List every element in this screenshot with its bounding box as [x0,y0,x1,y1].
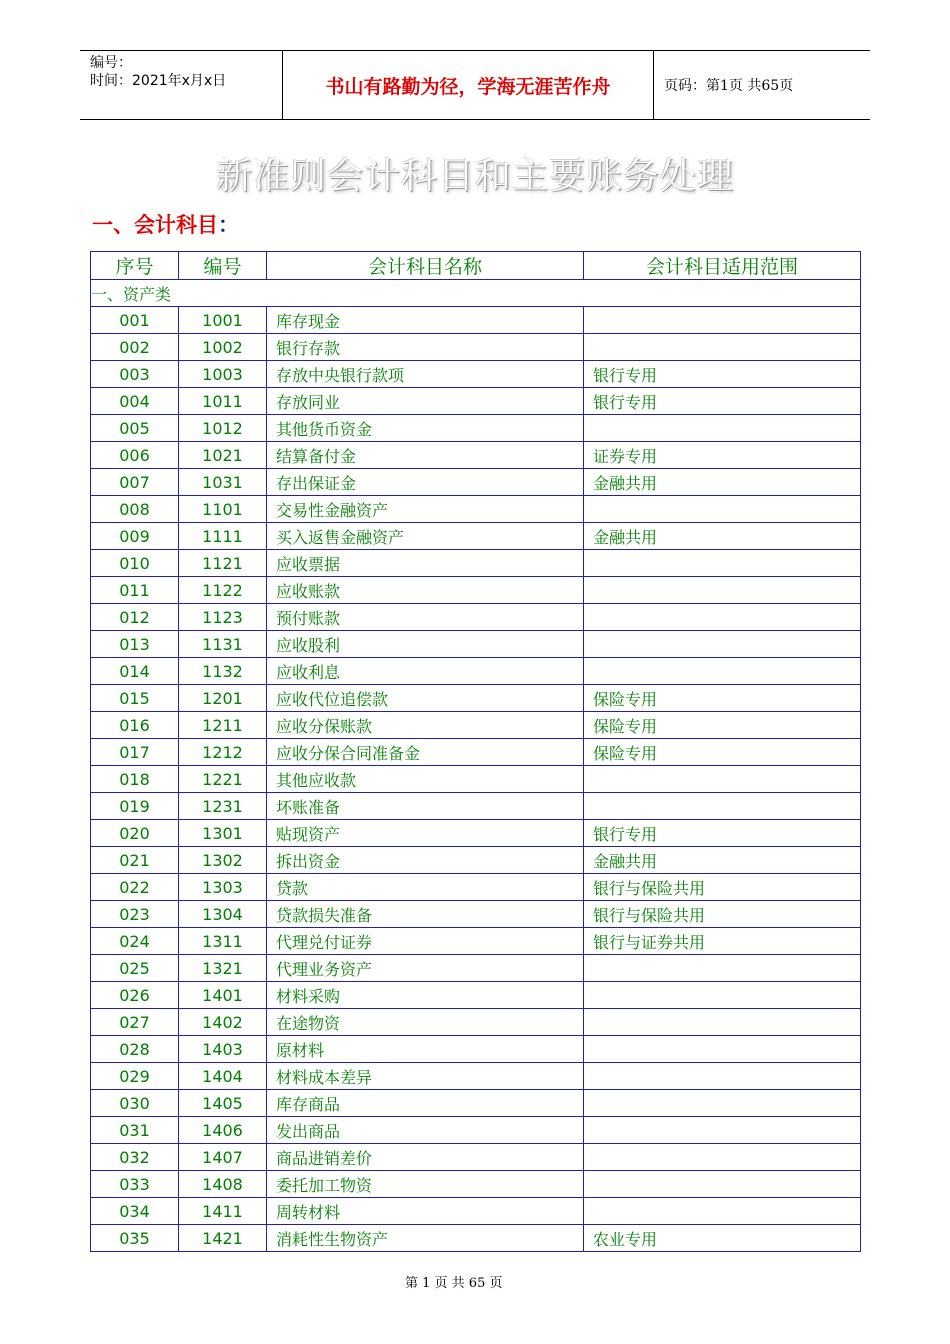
cell-account-scope: 银行与保险共用 [584,901,861,928]
cell-account-name: 在途物资 [267,1009,584,1036]
cell-code: 1407 [179,1144,267,1171]
cell-account-name: 贴现资产 [267,820,584,847]
cell-code: 1121 [179,550,267,577]
table-row [91,631,861,658]
cell-account-scope: 农业专用 [584,1225,861,1252]
cell-account-scope [584,307,861,334]
table-row [91,388,861,415]
cell-seq: 023 [91,901,179,928]
cell-account-scope: 证券专用 [584,442,861,469]
table-header-row [91,252,861,280]
cell-account-scope [584,631,861,658]
cell-code: 1001 [179,307,267,334]
cell-seq: 021 [91,847,179,874]
cell-seq: 016 [91,712,179,739]
cell-seq: 003 [91,361,179,388]
cell-code: 1212 [179,739,267,766]
page-footer: 第 1 页 共 65 页 [405,1276,503,1291]
cell-code: 1123 [179,604,267,631]
table-row [91,442,861,469]
table-row [91,1117,861,1144]
cell-account-name: 应收账款 [267,577,584,604]
cell-account-scope [584,1036,861,1063]
table-row [91,1036,861,1063]
cell-account-scope: 银行专用 [584,388,861,415]
cell-code: 1131 [179,631,267,658]
table-row [91,901,861,928]
cell-seq: 008 [91,496,179,523]
cell-seq: 001 [91,307,179,334]
cell-seq: 013 [91,631,179,658]
cell-code: 1021 [179,442,267,469]
table-row [91,1090,861,1117]
header-account-scope: 会计科目适用范围 [584,252,861,280]
cell-account-name: 结算备付金 [267,442,584,469]
table-row [91,766,861,793]
cell-code: 1304 [179,901,267,928]
cell-code: 1401 [179,982,267,1009]
cell-seq: 007 [91,469,179,496]
cell-seq: 026 [91,982,179,1009]
cell-account-name: 存放中央银行款项 [267,361,584,388]
cell-seq: 010 [91,550,179,577]
cell-account-name: 材料成本差异 [267,1063,584,1090]
cell-seq: 004 [91,388,179,415]
cell-seq: 018 [91,766,179,793]
table-row [91,928,861,955]
cell-account-scope: 银行与保险共用 [584,874,861,901]
cell-code: 1111 [179,523,267,550]
cell-account-scope: 金融共用 [584,847,861,874]
cell-account-name: 代理兑付证券 [267,928,584,955]
cell-account-name: 发出商品 [267,1117,584,1144]
cell-code: 1403 [179,1036,267,1063]
table-row [91,361,861,388]
cell-code: 1406 [179,1117,267,1144]
table-row [91,658,861,685]
cell-account-name: 库存商品 [267,1090,584,1117]
cell-account-name: 消耗性生物资产 [267,1225,584,1252]
table-row [91,550,861,577]
section-title-text: 一、会计科目 [92,212,218,237]
cell-seq: 025 [91,955,179,982]
cell-seq: 006 [91,442,179,469]
cell-code: 1408 [179,1171,267,1198]
header-code: 编号 [179,252,267,280]
cell-account-name: 其他货币资金 [267,415,584,442]
cell-account-name: 贷款损失准备 [267,901,584,928]
category-row [91,280,861,307]
cell-code: 1002 [179,334,267,361]
cell-account-name: 周转材料 [267,1198,584,1225]
cell-seq: 020 [91,820,179,847]
table-row [91,1198,861,1225]
table-row [91,334,861,361]
cell-code: 1012 [179,415,267,442]
cell-code: 1211 [179,712,267,739]
cell-account-scope [584,577,861,604]
table-row [91,982,861,1009]
table-row [91,307,861,334]
cell-account-name: 存放同业 [267,388,584,415]
cell-code: 1011 [179,388,267,415]
header-account-name: 会计科目名称 [267,252,584,280]
cell-account-scope [584,334,861,361]
cell-seq: 011 [91,577,179,604]
table-row [91,955,861,982]
cell-code: 1101 [179,496,267,523]
cell-code: 1405 [179,1090,267,1117]
table-row [91,1063,861,1090]
cell-account-scope [584,955,861,982]
table-row [91,1009,861,1036]
cell-code: 1031 [179,469,267,496]
cell-account-scope [584,658,861,685]
cell-seq: 019 [91,793,179,820]
cell-seq: 030 [91,1090,179,1117]
cell-account-scope: 银行专用 [584,361,861,388]
cell-account-scope: 金融共用 [584,469,861,496]
cell-code: 1122 [179,577,267,604]
cell-code: 1201 [179,685,267,712]
cell-seq: 015 [91,685,179,712]
cell-account-scope: 金融共用 [584,523,861,550]
cell-account-scope [584,1090,861,1117]
document-number-label: 编号： [90,55,132,71]
table-row [91,523,861,550]
table-row [91,685,861,712]
header-seq: 序号 [91,252,179,280]
cell-seq: 022 [91,874,179,901]
cell-account-scope: 保险专用 [584,712,861,739]
cell-code: 1302 [179,847,267,874]
account-table [90,251,861,1252]
table-row [91,874,861,901]
cell-account-name: 其他应收款 [267,766,584,793]
cell-account-scope: 保险专用 [584,685,861,712]
cell-account-scope [584,793,861,820]
cell-account-scope [584,496,861,523]
cell-account-name: 应收票据 [267,550,584,577]
section-title-colon: ： [218,212,239,237]
cell-code: 1404 [179,1063,267,1090]
cell-account-name: 材料采购 [267,982,584,1009]
cell-account-name: 商品进销差价 [267,1144,584,1171]
header-motto: 书山有路勤为径，学海无涯苦作舟 [282,51,654,119]
cell-account-scope: 银行与证券共用 [584,928,861,955]
table-row [91,739,861,766]
cell-account-name: 存出保证金 [267,469,584,496]
cell-seq: 014 [91,658,179,685]
cell-seq: 032 [91,1144,179,1171]
table-row [91,496,861,523]
cell-seq: 029 [91,1063,179,1090]
document-time-label: 时间：2021年x月x日 [90,73,227,89]
table-row [91,469,861,496]
table-row [91,793,861,820]
cell-account-name: 拆出资金 [267,847,584,874]
cell-account-scope [584,1117,861,1144]
cell-seq: 028 [91,1036,179,1063]
cell-account-scope [584,1171,861,1198]
cell-seq: 035 [91,1225,179,1252]
cell-seq: 012 [91,604,179,631]
cell-account-scope [584,1063,861,1090]
category-label: 一、资产类 [91,280,861,307]
cell-account-name: 应收分保账款 [267,712,584,739]
header-meta [80,51,282,119]
table-body [91,280,861,1252]
table-row [91,1225,861,1252]
cell-account-name: 应收代位追偿款 [267,685,584,712]
cell-code: 1411 [179,1198,267,1225]
cell-account-name: 坏账准备 [267,793,584,820]
cell-account-scope: 银行专用 [584,820,861,847]
cell-account-name: 原材料 [267,1036,584,1063]
page-header [80,50,870,120]
cell-seq: 002 [91,334,179,361]
cell-account-name: 买入返售金融资产 [267,523,584,550]
section-title [92,209,239,239]
cell-seq: 031 [91,1117,179,1144]
cell-account-name: 应收分保合同准备金 [267,739,584,766]
cell-code: 1231 [179,793,267,820]
cell-seq: 009 [91,523,179,550]
cell-account-scope [584,550,861,577]
cell-code: 1003 [179,361,267,388]
cell-account-name: 应收股利 [267,631,584,658]
cell-account-name: 银行存款 [267,334,584,361]
cell-seq: 034 [91,1198,179,1225]
cell-seq: 017 [91,739,179,766]
cell-code: 1221 [179,766,267,793]
cell-account-scope: 保险专用 [584,739,861,766]
cell-account-scope [584,982,861,1009]
cell-account-scope [584,766,861,793]
document-title: 新准则会计科目和主要账务处理 [215,156,734,197]
cell-code: 1301 [179,820,267,847]
cell-seq: 033 [91,1171,179,1198]
cell-code: 1402 [179,1009,267,1036]
cell-account-name: 代理业务资产 [267,955,584,982]
cell-code: 1321 [179,955,267,982]
cell-code: 1421 [179,1225,267,1252]
table-row [91,712,861,739]
cell-account-name: 预付账款 [267,604,584,631]
table-row [91,604,861,631]
cell-account-scope [584,1009,861,1036]
cell-seq: 024 [91,928,179,955]
cell-account-name: 库存现金 [267,307,584,334]
cell-account-scope [584,604,861,631]
cell-account-scope [584,1144,861,1171]
header-page-info: 页码：第1页 共65页 [664,78,794,94]
table-row [91,415,861,442]
table-row [91,847,861,874]
table-row [91,820,861,847]
cell-account-name: 贷款 [267,874,584,901]
cell-code: 1303 [179,874,267,901]
cell-seq: 027 [91,1009,179,1036]
table-row [91,1144,861,1171]
cell-seq: 005 [91,415,179,442]
cell-code: 1311 [179,928,267,955]
cell-account-name: 交易性金融资产 [267,496,584,523]
cell-account-name: 委托加工物资 [267,1171,584,1198]
cell-account-scope [584,1198,861,1225]
cell-account-name: 应收利息 [267,658,584,685]
cell-code: 1132 [179,658,267,685]
table-row [91,1171,861,1198]
cell-account-scope [584,415,861,442]
table-row [91,577,861,604]
